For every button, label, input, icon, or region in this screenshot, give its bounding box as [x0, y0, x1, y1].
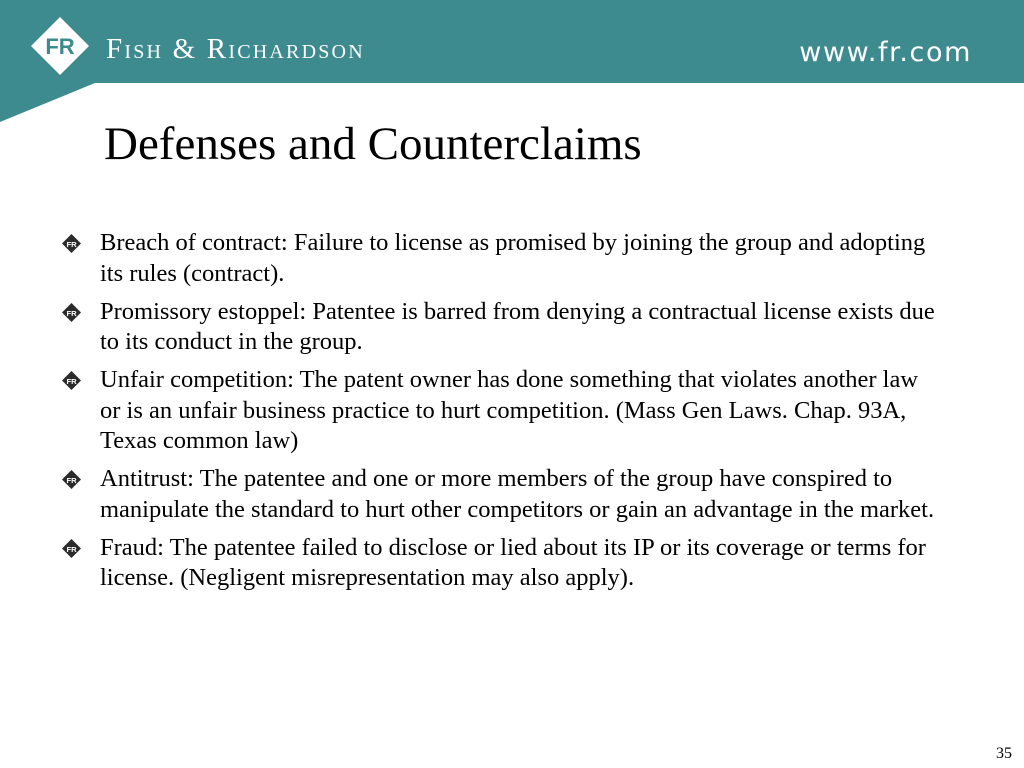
- bullet-item: [62, 365, 942, 457]
- fr-logo-bullet-icon: [62, 234, 81, 253]
- fr-logo-bullet-icon: [62, 303, 81, 322]
- site-url: www.fr.com: [799, 37, 972, 68]
- svg-text:FR: FR: [66, 308, 77, 318]
- page-number: 35: [996, 745, 1012, 762]
- logo-text: FR: [45, 34, 75, 59]
- bullet-text: Promissory estoppel: Patentee is barred from denying a contractual license exists due to its conduct in the group.: [100, 297, 935, 355]
- bullet-item: [62, 228, 942, 289]
- firm-name: Fish & Richardson: [106, 33, 365, 65]
- svg-text:FR: FR: [66, 544, 77, 554]
- fr-logo-icon: [30, 16, 90, 76]
- svg-text:FR: FR: [66, 376, 77, 386]
- fr-logo-bullet-icon: [62, 470, 81, 489]
- bullet-list: [62, 228, 942, 601]
- svg-text:FR: FR: [66, 475, 77, 485]
- bullet-item: [62, 533, 942, 594]
- fr-logo-bullet-icon: [62, 539, 81, 558]
- bullet-text: Antitrust: The patentee and one or more members of the group have conspired to manipulate the standard to hurt other competitors or gain an advantage in the market.: [100, 465, 935, 523]
- bullet-item: [62, 464, 942, 525]
- bullet-item: [62, 297, 942, 358]
- svg-text:FR: FR: [66, 239, 77, 249]
- bullet-text: Breach of contract: Failure to license as promised by joining the group and adopting its rules (contract).: [100, 229, 926, 287]
- slide-title: Defenses and Counterclaims: [104, 118, 642, 170]
- bullet-text: Fraud: The patentee failed to disclose or lied about its IP or its coverage or terms for license. (Negligent misrepresentation may also apply).: [100, 533, 926, 591]
- bullet-text: Unfair competition: The patent owner has done something that violates another law or is an unfair business practice to hurt competition. (Mass Gen Laws. Chap. 93A, Texas common law): [100, 366, 919, 454]
- fr-logo-bullet-icon: [62, 371, 81, 390]
